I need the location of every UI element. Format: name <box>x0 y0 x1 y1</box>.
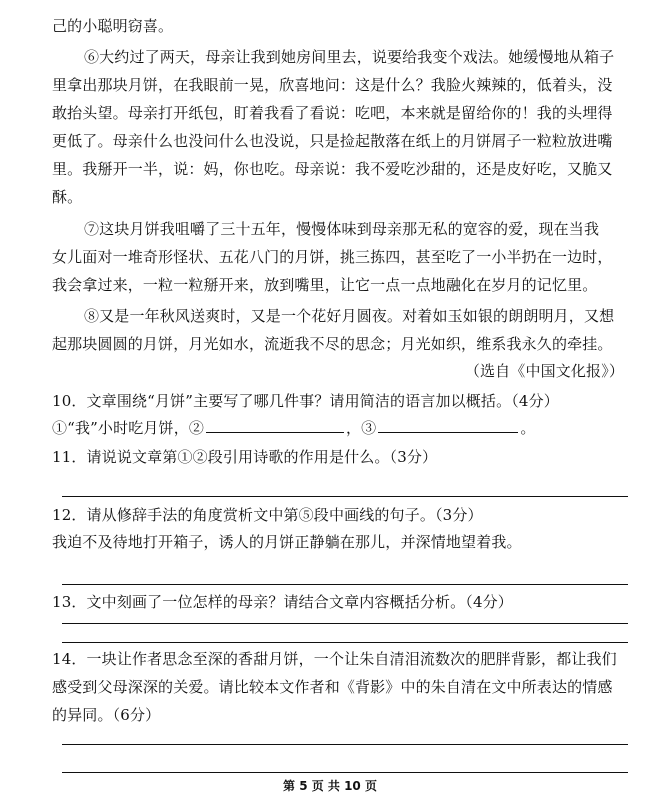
passage-line: 里拿出那块月饼，在我眼前一晃，欣喜地问：这是什么？我脸火辣辣的，低着头，没 <box>52 76 613 94</box>
passage-paragraph-7-start: ⑦这块月饼我咀嚼了三十五年，慢慢体味到母亲那无私的宽容的爱，现在当我 <box>84 220 600 238</box>
question-14-line-1: 14．一块让作者思念至深的香甜月饼，一个让朱自清泪流数次的肥胖背影，都让我们 <box>52 650 617 668</box>
passage-line: 里。我掰开一半，说：妈，你也吃。母亲说：我不爱吃沙甜的，还是皮好吃，又脆又 <box>52 160 613 178</box>
passage-line: 我会拿过来，一粒一粒掰开来，放到嘴里，让它一点一点地融化在岁月的记忆里。 <box>52 276 598 294</box>
question-14-line-2: 感受到父母深深的关爱。请比较本文作者和《背影》中的朱自清在文中所表达的情感 <box>52 678 613 696</box>
passage-line: 更低了。母亲什么也没问什么也没说，只是捡起散落在纸上的月饼屑子一粒粒放进嘴 <box>52 132 613 150</box>
question-12: 12．请从修辞手法的角度赏析文中第⑤段中画线的句子。（3分） <box>52 506 483 524</box>
answer-line-q13-1[interactable] <box>62 623 628 624</box>
question-10-answer-line <box>52 418 632 438</box>
question-10-item-1: ①“我”小时吃月饼，② <box>52 419 204 437</box>
answer-line-q12[interactable] <box>62 584 628 585</box>
passage-line: 女儿面对一堆奇形怪状、五花八门的月饼，挑三拣四，甚至吃了一小半扔在一边时， <box>52 248 613 266</box>
question-10-separator: ，③ <box>346 419 377 437</box>
question-10-end: 。 <box>520 419 536 437</box>
answer-line-q14[interactable] <box>62 744 628 745</box>
answer-blank-2[interactable] <box>206 418 344 433</box>
passage-line: 起那块圆圆的月饼，月光如水，流逝我不尽的思念；月光如织，维系我永久的牵挂。 <box>52 335 613 353</box>
passage-line: 敢抬头望。母亲打开纸包，盯着我看了看说：吃吧，本来就是留给你的！我的头埋得 <box>52 104 613 122</box>
passage-line: 己的小聪明窃喜。 <box>52 17 174 35</box>
question-10: 10．文章围绕“月饼”主要写了哪几件事？请用简洁的语言加以概括。（4分） <box>52 392 559 410</box>
answer-blank-3[interactable] <box>378 418 518 433</box>
passage-paragraph-8-start: ⑧又是一年秋风送爽时，又是一个花好月圆夜。对着如玉如银的朗朗明月，又想 <box>84 307 615 325</box>
passage-line: 酥。 <box>52 188 83 206</box>
passage-paragraph-6-start: ⑥大约过了两天，母亲让我到她房间里去，说要给我变个戏法。她缓慢地从箱子 <box>84 48 615 66</box>
answer-line-q13-2[interactable] <box>62 642 628 643</box>
page-number: 第 5 页 共 10 页 <box>283 779 377 793</box>
passage-source: （选自《中国文化报》） <box>464 362 624 380</box>
question-13: 13．文中刻画了一位怎样的母亲？请结合文章内容概括分析。（4分） <box>52 593 513 611</box>
answer-line-q11[interactable] <box>62 496 628 497</box>
question-12-sentence: 我迫不及待地打开箱子，诱人的月饼正静躺在那儿，并深情地望着我。 <box>52 533 522 551</box>
footer-divider <box>62 772 628 773</box>
question-14-line-3: 的异同。（6分） <box>52 706 161 724</box>
question-11: 11．请说说文章第①②段引用诗歌的作用是什么。（3分） <box>52 448 438 466</box>
